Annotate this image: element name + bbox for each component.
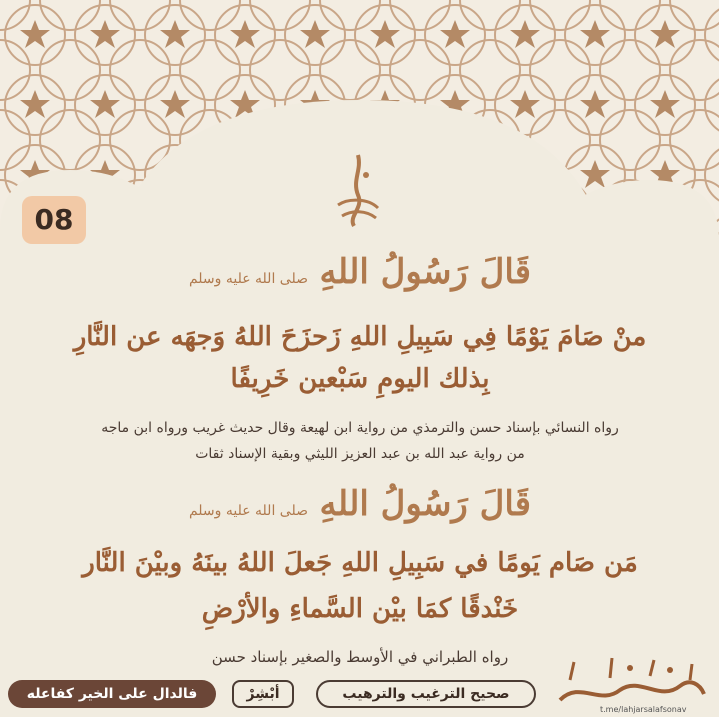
narration1-line1: رواه النسائي بإسناد حسن والترمذي من رواية ابن لهيعة وقال حديث غريب ورواه ابن ماجه <box>101 420 619 436</box>
brand-url: t.me/lahjarsalafsonav <box>600 705 687 714</box>
narration2-line1: رواه الطبراني في الأوسط والصغير بإسناد حسن <box>211 648 509 666</box>
source-book-pill: صحيح الترغيب والترهيب <box>316 680 536 708</box>
qal-main-text-2: قَالَ رَسُولُ اللهِ <box>319 484 532 524</box>
qal-rasul-heading <box>150 252 570 292</box>
narration1-line2: من رواية عبد الله بن عبد العزيز الليثي وبقية الإسناد ثقات <box>195 446 525 462</box>
salla-text: صلى الله عليه وسلم <box>188 271 308 287</box>
hadith1-line2: بِذلك اليومِ سَبْعين خَرِيفًا <box>230 364 490 394</box>
hadith2-line2: خَنْدقًا كمَا بيْن السَّماءِ والأرْضِ <box>201 594 519 624</box>
hadith2-line1: مَن صَام يَومًا في سَبِيلِ اللهِ جَعلَ اللهُ بينَهُ وبيْنَ النَّار <box>82 548 638 578</box>
calligraphy-logo-icon <box>318 150 398 230</box>
salla-text-2: صلى الله عليه وسلم <box>188 503 308 519</box>
page-number-badge: 08 <box>22 196 86 244</box>
qal-main-text: قَالَ رَسُولُ اللهِ <box>319 252 532 292</box>
hadith1-line1: منْ صَامَ يَوْمًا فِي سَبِيلِ اللهِ زَحزَحَ اللهُ وَجهَه عن النَّارِ <box>73 322 647 352</box>
qal-rasul-heading-2 <box>150 484 570 524</box>
hadith-slogan-pill: فالدال على الخير كفاعله <box>8 680 216 708</box>
beshir-pill: أبْشِرْ <box>232 680 294 708</box>
